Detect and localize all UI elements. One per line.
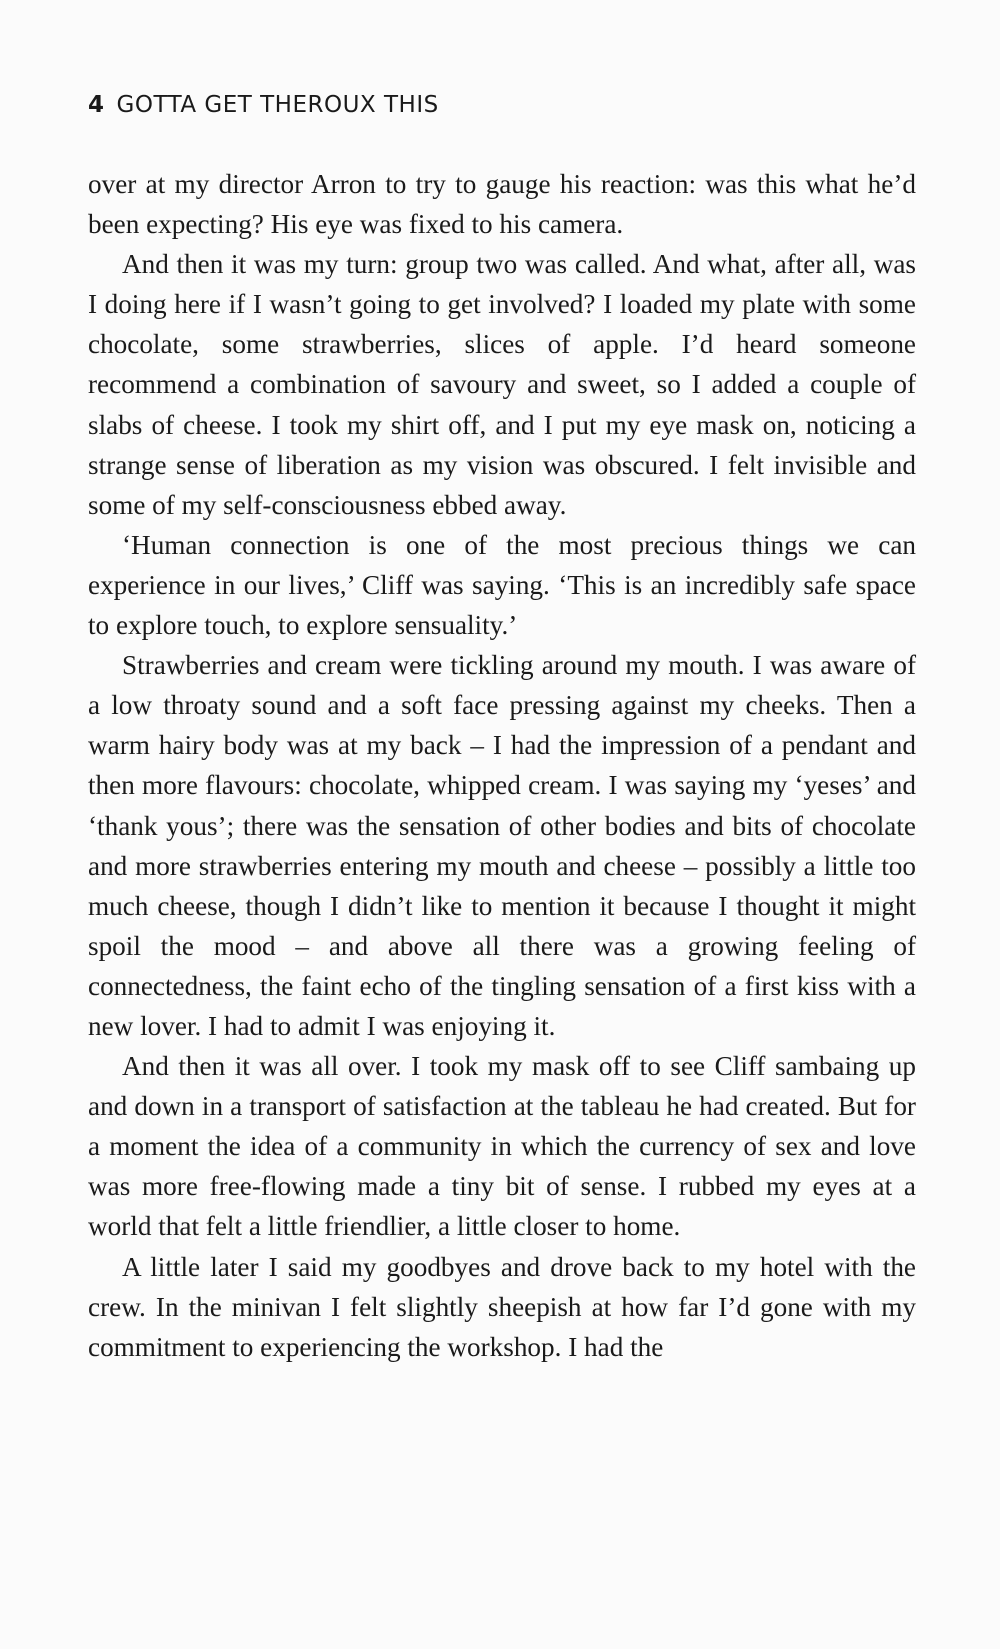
page-number: 4 <box>88 92 105 118</box>
paragraph-4: Strawberries and cream were tickling around my mouth. I was aware of a low throaty sound and a soft face pressing against my cheeks. Then a warm hairy body was at my back – I had the impression of a pendant and then more flavours: chocolate, whipped cream. I was saying my ‘yeses’ and ‘thank yous’; there was the sensation of other bodies and bits of chocolate and more strawberries entering my mouth and cheese – possibly a little too much cheese, though I didn’t like to mention it because I thought it might spoil the mood – and above all there was a growing feeling of connectedness, the faint echo of the tingling sensation of a first kiss with a new lover. I had to admit I was enjoying it. <box>88 650 916 1041</box>
paragraph-3: ‘Human connection is one of the most precious things we can experience in our lives,’ Cliff was saying. ‘This is an incredibly safe space to explore touch, to explore sensuality.’ <box>88 529 916 641</box>
running-title: GOTTA GET THEROUX THIS <box>116 92 439 118</box>
running-head <box>88 92 439 118</box>
paragraph-5: And then it was all over. I took my mask off to see Cliff sambaing up and down in a transport of satisfaction at the tableau he had created. But for a moment the idea of a community in which the currency of sex and love was more free-flowing made a tiny bit of sense. I rubbed my eyes at a world that felt a little friendlier, a little closer to home. <box>88 1051 916 1242</box>
paragraph-6: A little later I said my goodbyes and drove back to my hotel with the crew. In the minivan I felt slightly sheepish at how far I’d gone with my commitment to experiencing the workshop. I had the <box>88 1251 916 1362</box>
paragraph-2: And then it was my turn: group two was called. And what, after all, was I doing here if I wasn’t going to get involved? I loaded my plate with some chocolate, some strawberries, slices of apple. I’d heard someone recommend a combination of savoury and sweet, so I added a couple of slabs of cheese. I took my shirt off, and I put my eye mask on, noticing a strange sense of liberation as my vision was obscured. I felt invisible and some of my self-consciousness ebbed away. <box>88 249 916 520</box>
body-text <box>88 164 916 1367</box>
paragraph-1: over at my director Arron to try to gauge his reaction: was this what he’d been expecting? His eye was fixed to his camera. <box>88 169 916 240</box>
